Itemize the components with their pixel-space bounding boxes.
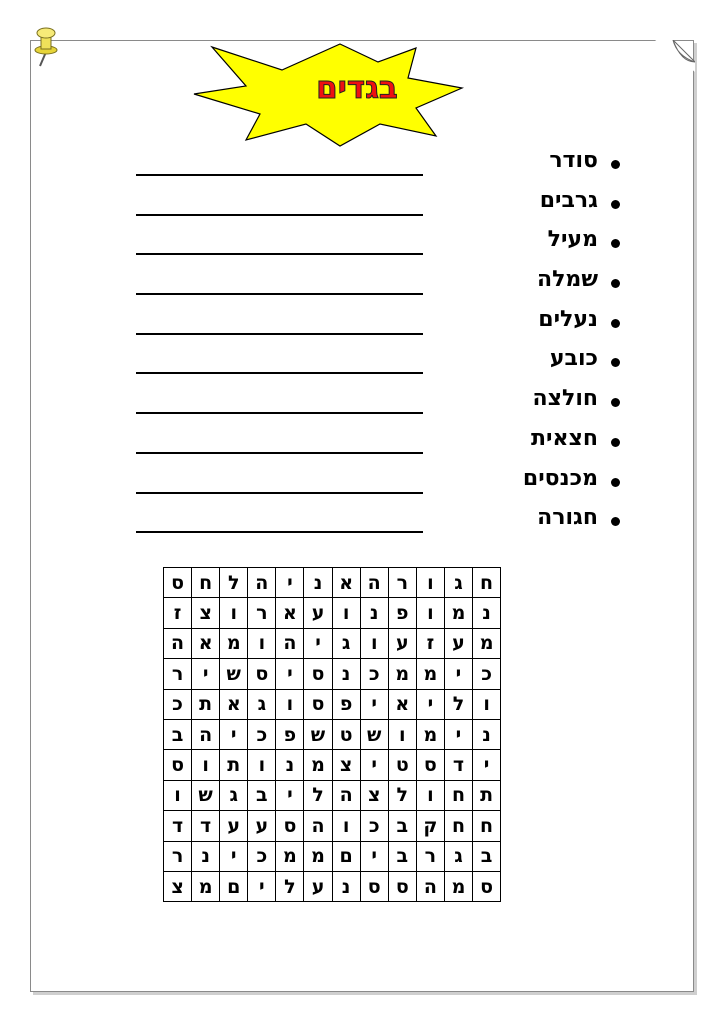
grid-cell[interactable]: ו [276, 689, 304, 719]
underline [136, 333, 423, 335]
word-label: שמלה [536, 267, 598, 293]
grid-row [164, 689, 501, 719]
grid-cell[interactable]: י [220, 841, 248, 871]
grid-cell[interactable]: ת [220, 750, 248, 780]
grid-cell[interactable]: מ [192, 871, 220, 901]
grid-cell[interactable]: י [220, 719, 248, 749]
bullet-icon [611, 200, 620, 209]
grid-cell[interactable]: ז [164, 598, 192, 628]
grid-cell[interactable]: ו [416, 780, 444, 810]
grid-cell[interactable]: ר [248, 598, 276, 628]
grid-cell[interactable]: ט [332, 719, 360, 749]
grid-cell[interactable]: ב [248, 780, 276, 810]
grid-cell[interactable]: ם [332, 841, 360, 871]
grid-cell[interactable]: ח [444, 780, 472, 810]
grid-cell[interactable]: ק [416, 811, 444, 841]
underline [136, 452, 423, 454]
grid-cell[interactable]: ס [248, 659, 276, 689]
list-item [430, 464, 630, 504]
bullet-icon [611, 279, 620, 288]
grid-cell[interactable]: י [248, 871, 276, 901]
page-curl-icon [655, 40, 695, 72]
answer-line[interactable] [136, 265, 426, 305]
grid-cell[interactable]: ש [192, 780, 220, 810]
grid-cell[interactable]: ע [444, 628, 472, 658]
grid-cell[interactable]: ה [332, 780, 360, 810]
list-item [430, 225, 630, 265]
word-label: חולצה [532, 386, 598, 412]
grid-cell[interactable]: ב [388, 811, 416, 841]
grid-cell[interactable]: נ [473, 598, 501, 628]
grid-cell[interactable]: ח [473, 811, 501, 841]
grid-cell[interactable]: מ [473, 628, 501, 658]
grid-cell[interactable]: ל [276, 871, 304, 901]
grid-cell[interactable]: ח [473, 568, 501, 598]
grid-cell[interactable]: צ [164, 871, 192, 901]
grid-cell[interactable]: א [220, 689, 248, 719]
grid-cell[interactable]: מ [444, 598, 472, 628]
grid-cell[interactable]: כ [360, 659, 388, 689]
grid-cell[interactable]: כ [473, 659, 501, 689]
list-item [430, 186, 630, 226]
grid-cell[interactable]: ס [416, 750, 444, 780]
word-search-grid [163, 567, 501, 902]
answer-line[interactable] [136, 186, 426, 226]
grid-cell[interactable]: א [332, 568, 360, 598]
grid-cell[interactable]: י [192, 659, 220, 689]
grid-cell[interactable]: א [388, 689, 416, 719]
grid-cell[interactable]: מ [304, 841, 332, 871]
grid-cell[interactable]: י [416, 689, 444, 719]
grid-cell[interactable]: ס [304, 689, 332, 719]
grid-cell[interactable]: ד [444, 750, 472, 780]
grid-cell[interactable]: ל [388, 780, 416, 810]
list-item [430, 265, 630, 305]
grid-cell[interactable]: פ [388, 598, 416, 628]
grid-cell[interactable]: י [444, 719, 472, 749]
grid-cell[interactable]: ב [164, 719, 192, 749]
grid-cell[interactable]: ה [192, 719, 220, 749]
grid-cell[interactable]: ו [248, 628, 276, 658]
grid-cell[interactable]: ס [304, 659, 332, 689]
grid-cell[interactable]: נ [332, 659, 360, 689]
grid-cell[interactable]: ס [164, 750, 192, 780]
word-label: סודר [549, 148, 598, 173]
word-label: מעיל [547, 227, 598, 253]
grid-cell[interactable]: ג [248, 689, 276, 719]
grid-cell[interactable]: ד [192, 811, 220, 841]
grid-cell[interactable]: ל [444, 689, 472, 719]
list-item [430, 384, 630, 424]
bullet-icon [611, 517, 620, 526]
underline [136, 492, 423, 494]
grid-cell[interactable]: ע [304, 871, 332, 901]
grid-cell[interactable]: צ [332, 750, 360, 780]
grid-cell[interactable]: ו [220, 598, 248, 628]
grid-cell[interactable]: ם [220, 871, 248, 901]
underline [136, 174, 423, 176]
grid-cell[interactable]: ו [416, 598, 444, 628]
grid-cell[interactable]: כ [248, 719, 276, 749]
bullet-icon [611, 398, 620, 407]
grid-cell[interactable]: ו [388, 719, 416, 749]
grid-cell[interactable]: נ [473, 719, 501, 749]
grid-cell[interactable]: ח [444, 811, 472, 841]
grid-cell[interactable]: ה [304, 811, 332, 841]
grid-cell[interactable]: ו [360, 628, 388, 658]
grid-cell[interactable]: ע [304, 598, 332, 628]
grid-cell[interactable]: ת [192, 689, 220, 719]
underline [136, 531, 423, 533]
answer-line[interactable] [136, 503, 426, 543]
grid-cell[interactable]: ס [388, 871, 416, 901]
underline [136, 372, 423, 374]
grid-cell[interactable]: ס [360, 871, 388, 901]
list-item [430, 503, 630, 543]
grid-cell[interactable]: ר [164, 841, 192, 871]
answer-line[interactable] [136, 384, 426, 424]
answer-line[interactable] [136, 344, 426, 384]
grid-cell[interactable]: נ [304, 568, 332, 598]
grid-cell[interactable]: ג [220, 780, 248, 810]
word-label: נעלים [538, 306, 598, 332]
bullet-icon [611, 160, 620, 169]
word-label: כובע [549, 346, 598, 372]
grid-cell[interactable]: נ [360, 598, 388, 628]
page-title: בגדים [316, 70, 398, 106]
bullet-icon [611, 319, 620, 328]
grid-cell[interactable]: ו [332, 598, 360, 628]
grid-cell[interactable]: מ [444, 871, 472, 901]
grid-cell[interactable]: ר [416, 841, 444, 871]
grid-cell[interactable]: ע [248, 811, 276, 841]
grid-cell[interactable]: י [473, 750, 501, 780]
grid-row [164, 598, 501, 628]
grid-cell[interactable]: ג [444, 568, 472, 598]
grid-row [164, 871, 501, 901]
grid-cell[interactable]: ס [276, 811, 304, 841]
grid-cell[interactable]: נ [332, 871, 360, 901]
grid-cell[interactable]: ז [416, 628, 444, 658]
grid-row [164, 811, 501, 841]
word-label: מכנסים [522, 465, 598, 491]
underline [136, 412, 423, 414]
grid-cell[interactable]: פ [332, 689, 360, 719]
grid-cell[interactable]: ב [388, 841, 416, 871]
answer-line[interactable] [136, 146, 426, 186]
grid-cell[interactable]: ה [164, 628, 192, 658]
bullet-icon [611, 358, 620, 367]
grid-cell[interactable]: י [276, 780, 304, 810]
grid-row [164, 659, 501, 689]
word-label: גרבים [539, 187, 598, 213]
grid-cell[interactable]: י [304, 628, 332, 658]
grid-cell[interactable]: מ [304, 750, 332, 780]
grid-cell[interactable]: מ [276, 841, 304, 871]
grid-cell[interactable]: מ [388, 659, 416, 689]
grid-cell[interactable]: ע [220, 811, 248, 841]
grid-cell[interactable]: ה [248, 568, 276, 598]
grid-cell[interactable]: א [192, 628, 220, 658]
bullet-icon [611, 239, 620, 248]
answer-line[interactable] [136, 464, 426, 504]
grid-cell[interactable]: ט [388, 750, 416, 780]
underline [136, 253, 423, 255]
grid-cell[interactable]: ה [360, 568, 388, 598]
grid-row [164, 841, 501, 871]
answer-lines [136, 146, 426, 543]
grid-cell[interactable]: צ [360, 780, 388, 810]
grid-row [164, 568, 501, 598]
grid-cell[interactable]: ו [332, 811, 360, 841]
underline [136, 293, 423, 295]
list-item [430, 305, 630, 345]
grid-cell[interactable]: ו [473, 689, 501, 719]
grid-cell[interactable]: ו [164, 780, 192, 810]
grid-cell[interactable]: י [360, 750, 388, 780]
grid-cell[interactable]: ל [220, 568, 248, 598]
grid-cell[interactable]: ר [164, 659, 192, 689]
grid-cell[interactable]: ר [388, 568, 416, 598]
grid-cell[interactable]: ב [473, 841, 501, 871]
grid-row [164, 719, 501, 749]
grid-cell[interactable]: ו [248, 750, 276, 780]
list-item [430, 424, 630, 464]
grid-cell[interactable]: פ [276, 719, 304, 749]
list-item [430, 146, 630, 186]
grid-cell[interactable]: ג [332, 628, 360, 658]
word-list [430, 146, 630, 543]
grid-cell[interactable]: ת [473, 780, 501, 810]
grid-cell[interactable]: י [360, 689, 388, 719]
grid-cell[interactable]: מ [416, 659, 444, 689]
grid-cell[interactable]: א [276, 598, 304, 628]
grid-cell[interactable]: י [276, 659, 304, 689]
word-label: חצאית [531, 425, 598, 451]
grid-row [164, 780, 501, 810]
answer-line[interactable] [136, 305, 426, 345]
grid-row [164, 750, 501, 780]
grid-row [164, 628, 501, 658]
grid-cell[interactable]: צ [192, 598, 220, 628]
grid-cell[interactable]: ש [220, 659, 248, 689]
grid-cell[interactable]: מ [416, 719, 444, 749]
grid-cell[interactable]: ה [276, 628, 304, 658]
grid-cell[interactable]: ד [164, 811, 192, 841]
answer-line[interactable] [136, 225, 426, 265]
grid-cell[interactable]: כ [248, 841, 276, 871]
word-label: חגורה [537, 505, 598, 531]
grid-cell[interactable]: ס [164, 568, 192, 598]
grid-cell[interactable]: כ [360, 811, 388, 841]
grid-cell[interactable]: נ [276, 750, 304, 780]
bullet-icon [611, 478, 620, 487]
grid-cell[interactable]: ח [192, 568, 220, 598]
bullet-icon [611, 438, 620, 447]
grid-cell[interactable]: נ [192, 841, 220, 871]
underline [136, 214, 423, 216]
grid-cell[interactable]: ג [444, 841, 472, 871]
grid-cell[interactable]: ה [416, 871, 444, 901]
grid-cell[interactable]: ו [192, 750, 220, 780]
grid-cell[interactable]: ש [360, 719, 388, 749]
grid-cell[interactable]: ש [304, 719, 332, 749]
grid-cell[interactable]: י [444, 659, 472, 689]
grid-cell[interactable]: ל [304, 780, 332, 810]
list-item [430, 344, 630, 384]
grid-cell[interactable]: י [360, 841, 388, 871]
pushpin-icon [26, 24, 66, 68]
grid-cell[interactable]: ו [416, 568, 444, 598]
grid-cell[interactable]: ס [473, 871, 501, 901]
grid-cell[interactable]: ע [388, 628, 416, 658]
answer-line[interactable] [136, 424, 426, 464]
grid-cell[interactable]: כ [164, 689, 192, 719]
grid-cell[interactable]: י [276, 568, 304, 598]
grid-cell[interactable]: מ [220, 628, 248, 658]
